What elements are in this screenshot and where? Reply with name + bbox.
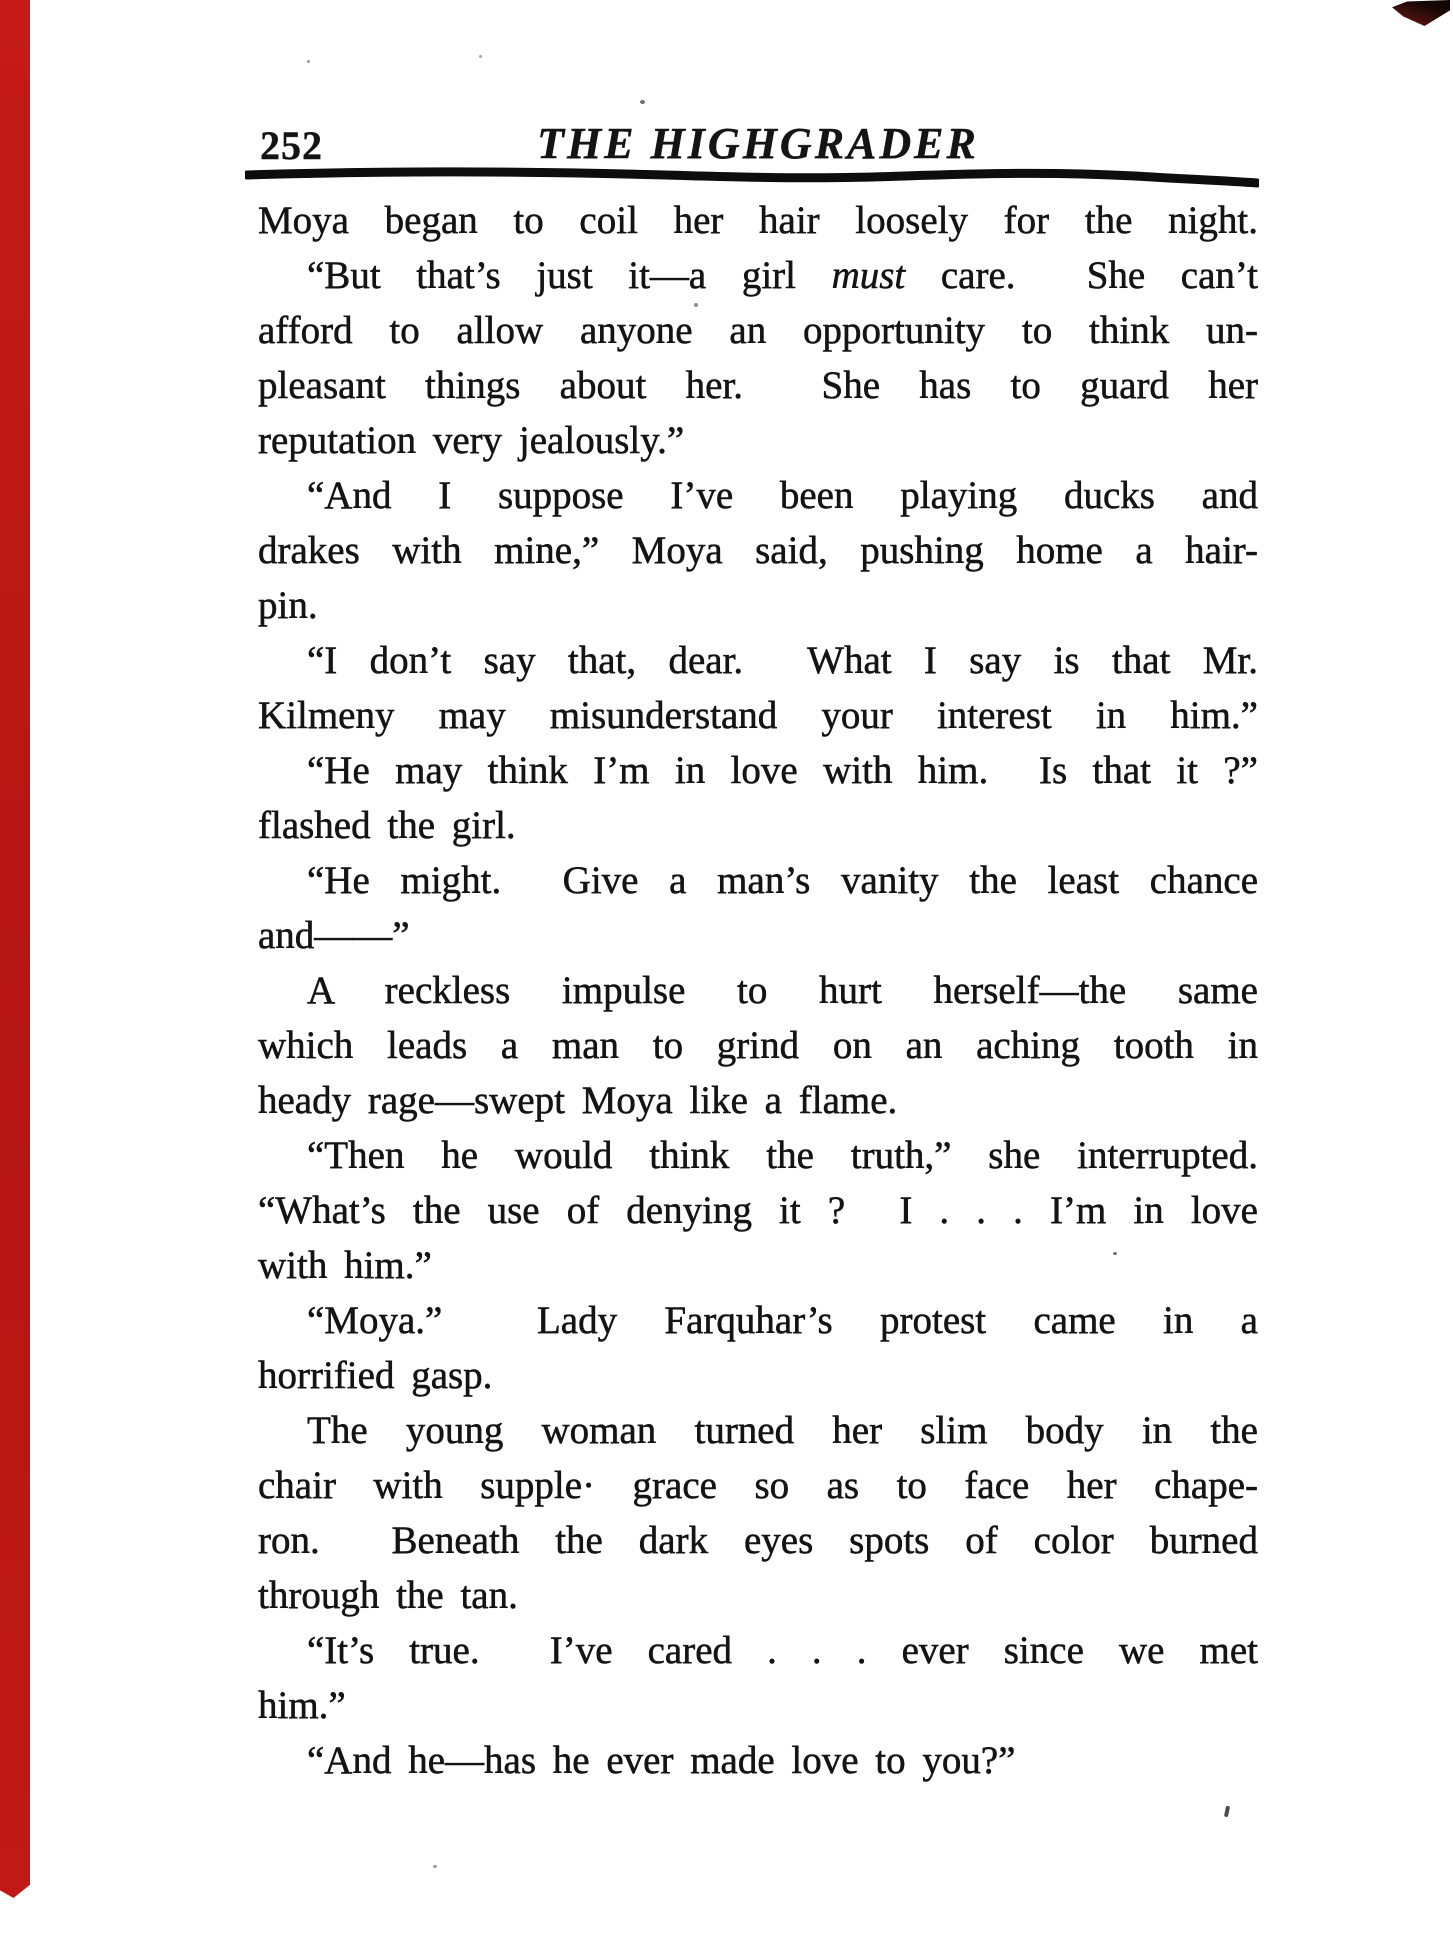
scan-speck xyxy=(307,60,310,63)
scan-speck xyxy=(694,303,698,307)
page-header xyxy=(258,112,1258,172)
text-line: heady rage—swept Moya like a flame. xyxy=(258,1079,898,1122)
text-line: drakes with mine,” Moya said, pushing home a hair- xyxy=(258,529,1258,572)
scan-corner-mark xyxy=(1392,0,1450,26)
body-text xyxy=(258,193,1258,1788)
text-line: “But that’s just it—a girl must care. She can’t xyxy=(307,254,1259,297)
scan-speck xyxy=(1113,1252,1117,1255)
text-line: “Then he would think the truth,” she interrupted. xyxy=(307,1134,1258,1177)
header-rule xyxy=(245,166,1259,192)
text-line: “It’s true. I’ve cared . . . ever since we met xyxy=(307,1629,1258,1672)
text-line: through the tan. xyxy=(258,1574,518,1617)
text-line: Kilmeny may misunderstand your interest in him.” xyxy=(258,694,1258,737)
text-line: reputation very jealously.” xyxy=(258,419,685,462)
text-line: “What’s the use of denying it ? I . . . I’m in love xyxy=(258,1189,1258,1232)
text-line: “Moya.” Lady Farquhar’s protest came in a xyxy=(307,1299,1258,1342)
text-line: A reckless impulse to hurt herself—the same xyxy=(307,969,1258,1012)
text-line: pleasant things about her. She has to guard her xyxy=(258,364,1258,407)
text-line: The young woman turned her slim body in the xyxy=(307,1409,1258,1452)
text-line: “And he—has he ever made love to you?” xyxy=(307,1739,1016,1782)
text-line: flashed the girl. xyxy=(258,804,516,847)
text-line: chair with supple· grace so as to face her chape- xyxy=(258,1464,1258,1507)
running-title: THE HIGHGRADER xyxy=(537,119,979,168)
scan-speck xyxy=(479,55,482,58)
text-line: which leads a man to grind on an aching tooth in xyxy=(258,1024,1258,1067)
scan-speck xyxy=(640,100,645,104)
text-line: and——” xyxy=(258,914,410,957)
text-line: Moya began to coil her hair loosely for the night. xyxy=(258,199,1258,242)
text-line: him.” xyxy=(258,1684,346,1727)
scan-speck xyxy=(1224,1806,1230,1818)
text-line: “I don’t say that, dear. What I say is that Mr. xyxy=(307,639,1258,682)
scan-speck xyxy=(433,1865,437,1868)
scan-red-bar xyxy=(0,0,30,1898)
page-number: 252 xyxy=(260,123,323,168)
text-line: “He may think I’m in love with him. Is that it ?” xyxy=(307,749,1258,792)
text-line: pin. xyxy=(258,584,318,627)
text-line: ron. Beneath the dark eyes spots of color burned xyxy=(258,1519,1258,1562)
text-line: “He might. Give a man’s vanity the least chance xyxy=(307,859,1258,902)
text-line: afford to allow anyone an opportunity to think un- xyxy=(258,309,1258,352)
text-line: horrified gasp. xyxy=(258,1354,493,1397)
text-line: with him.” xyxy=(258,1244,432,1287)
text-line: “And I suppose I’ve been playing ducks and xyxy=(307,474,1258,517)
